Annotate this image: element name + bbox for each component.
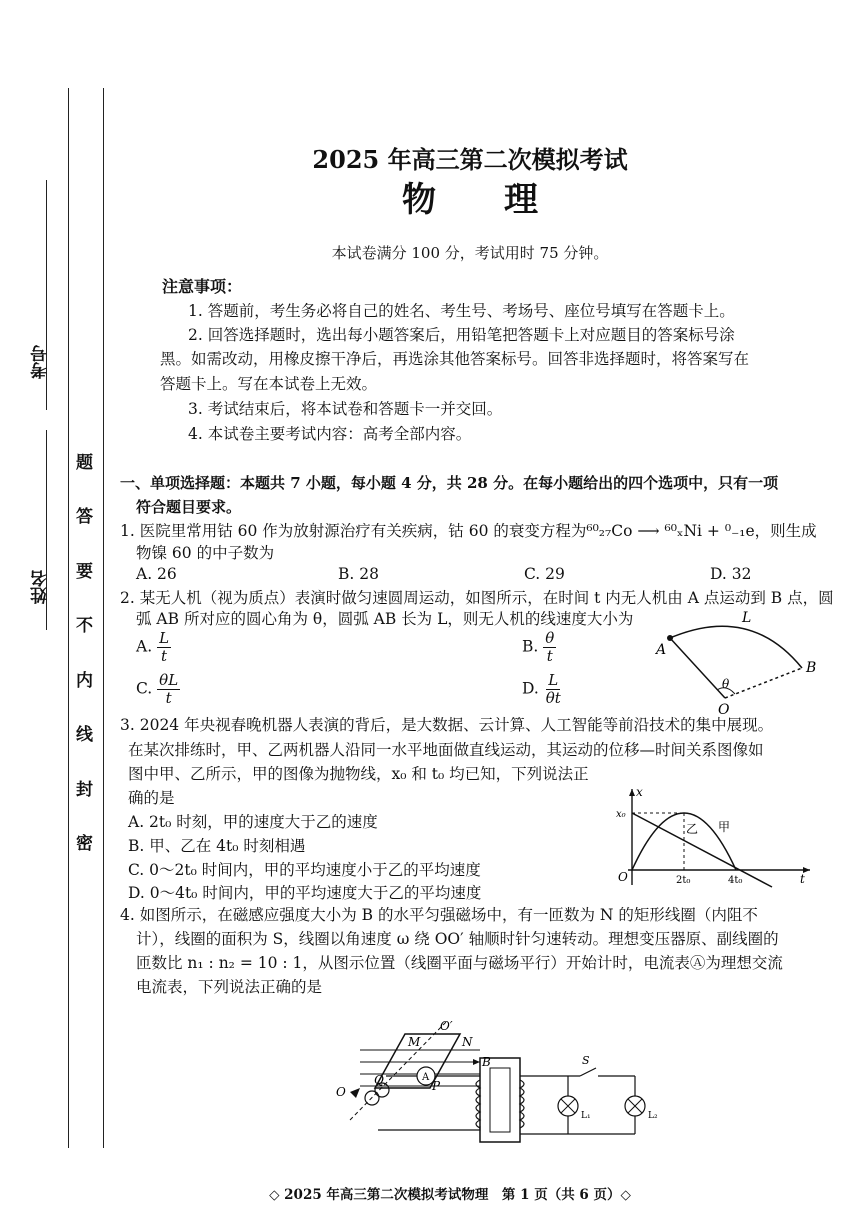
q2-option-a-label: A. [136,637,153,656]
q3-label-yi: 乙 [686,822,699,836]
q2-label-l: L [742,610,752,626]
q3-stem-3: 图中甲、乙所示，甲的图像为抛物线，x₀ 和 t₀ 均已知，下列说法正 [128,765,589,783]
q4-label-n: N [462,1035,473,1049]
q2-option-c-label: C. [136,679,153,698]
binding-line-right [103,88,104,1148]
subject-title: 物 理 [402,180,538,220]
q4-secondary-coil [520,1080,524,1128]
q4-label-m: M [408,1035,421,1049]
q2-option-c-den: t [165,689,172,707]
q3-label-x: x [636,785,643,799]
q4-label-l1: L₁ [581,1111,591,1121]
q3-label-jia: 甲 [718,820,731,834]
notes-line-4: 答题卡上。写在本试卷上无效。 [160,375,378,393]
q4-rotation-arrow [350,1088,360,1098]
side-label-xingming: 姓名 [31,570,51,604]
notes-line-2: 2. 回答选择题时，选出每小题答案后，用铅笔把答题卡上对应题目的答案标号涂 [188,326,735,344]
q2-option-c-fraction [157,672,180,707]
q3-stem-2: 在某次排练时，甲、乙两机器人沿同一水平地面做直线运动，其运动的位移—时间关系图像如 [128,741,764,759]
q2-option-a-fraction [157,630,171,665]
q1-option-d: D. 32 [710,565,752,583]
q4-generator-circuit [330,1010,680,1150]
seal-char-5: 内 [76,671,93,691]
q2-option-d-fraction [544,672,563,707]
q4-label-s: S [582,1054,590,1067]
q2-option-a [136,630,171,665]
q3-stem-1: 3. 2024 年央视春晚机器人表演的背后，是大数据、云计算、人工智能等前沿技术的集中展现。 [120,716,774,734]
q3-label-2t0: 2t₀ [676,875,691,886]
q2-option-b-den: t [546,647,553,665]
q2-stem-cont: 弧 AB 所对应的圆心角为 θ，圆弧 AB 长为 L，则无人机的线速度大小为 [136,610,634,628]
q3-label-4t0: 4t₀ [728,875,743,886]
notes-line-3: 黑。如需改动，用橡皮擦干净后，再选涂其他答案标号。回答非选择题时，将答案写在 [160,350,750,368]
q2-option-b [522,630,556,665]
q4-stem-1: 4. 如图所示，在磁感应强度大小为 B 的水平匀强磁场中，有一匝数为 N 的矩形线圈（内阻不 [120,906,758,924]
binding-line-left [68,88,69,1148]
notes-line-5: 3. 考试结束后，将本试卷和答题卡一并交回。 [188,400,503,418]
q2-option-c-num: θL [159,671,179,689]
section1-heading-cont: 符合题目要求。 [136,498,242,516]
q2-option-d [522,672,563,707]
q2-stem: 2. 某无人机（视为质点）表演时做匀速圆周运动，如图所示，在时间 t 内无人机由 A 点运动到 B 点，圆 [120,589,834,607]
q4-label-q: Q [374,1073,384,1087]
q4-primary-coil [470,1076,480,1130]
q3-option-a: A. 2t₀ 时刻，甲的速度大于乙的速度 [128,813,378,831]
q3-stem-4: 确的是 [128,789,175,807]
q4-label-ammeter: A [422,1072,430,1083]
q2-radius-ob [725,668,802,698]
q2-option-b-label: B. [522,637,539,656]
q2-label-o: O [718,702,730,718]
seal-char-4: 不 [76,616,93,636]
q2-option-b-num: θ [545,629,555,647]
q2-option-c [136,672,180,707]
q2-label-a: A [656,642,667,658]
q1-stem-cont: 物镍 60 的中子数为 [136,544,275,562]
notes-heading: 注意事项： [162,277,243,296]
q3-option-b: B. 甲、乙在 4t₀ 时刻相遇 [128,837,306,855]
q3-label-x0: x₀ [616,809,626,820]
q4-field-arrow-b [473,1059,480,1065]
q3-yi-line [632,813,772,887]
exam-title: 2025 年高三第二次模拟考试 [312,145,628,174]
q2-option-d-den: θt [545,689,561,707]
q2-option-b-fraction [543,630,556,665]
q4-label-b: B [482,1055,491,1069]
q4-stem-4: 电流表，下列说法正确的是 [136,978,323,996]
seal-char-6: 线 [76,725,93,745]
q2-drone-point [667,635,673,641]
q3-option-c: C. 0～2t₀ 时间内，甲的平均速度小于乙的平均速度 [128,861,481,879]
q2-option-a-den: t [161,647,168,665]
q3-x-axis-arrow [629,789,635,796]
q4-label-l2: L₂ [648,1111,658,1121]
notes-line-1: 1. 答题前，考生务必将自己的姓名、考生号、考场号、座位号填写在答题卡上。 [188,302,735,320]
q4-transformer-core [480,1058,520,1142]
seal-char-8: 密 [76,834,93,854]
q1-option-a: A. 26 [136,565,177,583]
q4-transformer-core-inner [490,1068,510,1132]
q4-label-o: O [336,1085,346,1099]
q2-label-theta: θ [722,677,730,691]
q4-switch-s [580,1068,596,1076]
q4-stem-2: 计），线圈的面积为 S，线圈以角速度 ω 绕 OO′ 轴顺时针匀速转动。理想变压器原、副线圈的 [136,930,779,948]
seal-char-7: 封 [76,780,93,800]
q2-option-a-num: L [159,629,170,647]
exam-info: 本试卷满分 100 分，考试用时 75 分钟。 [331,244,609,262]
q2-label-b: B [806,660,817,676]
notes-line-6: 4. 本试卷主要考试内容：高考全部内容。 [188,425,472,443]
seal-char-1: 题 [76,453,93,473]
q2-option-d-num: L [548,671,559,689]
q3-xt-graph [612,785,812,890]
q4-label-o1: O′ [440,1019,453,1033]
q1-option-b: B. 28 [338,565,379,583]
q3-option-d: D. 0～4t₀ 时间内，甲的平均速度大于乙的平均速度 [128,884,482,902]
seal-char-3: 要 [76,562,93,582]
q4-stem-3: 匝数比 n₁ : n₂ = 10 : 1，从图示位置（线圈平面与磁场平行）开始计时，电流表Ⓐ为理想交流 [136,954,783,972]
q1-stem: 1. 医院里常用钴 60 作为放射源治疗有关疾病，钴 60 的衰变方程为⁶⁰₂₇Co ⟶ ⁶⁰ₓNi + ⁰₋₁e，则生成 [120,522,817,540]
page-footer: ◇ 2025 年高三第二次模拟考试物理 第 1 页（共 6 页）◇ [269,1187,631,1203]
seal-char-2: 答 [76,507,93,527]
q2-radius-oa [670,638,725,698]
q2-arc-figure [650,610,830,720]
side-label-kaohao: 考号 [31,345,51,379]
q2-option-d-label: D. [522,679,539,698]
q1-option-c: C. 29 [524,565,565,583]
q3-label-o: O [618,870,628,884]
q4-label-p: P [432,1079,441,1093]
q3-label-t: t [800,872,805,886]
section1-heading: 一、单项选择题：本题共 7 小题，每小题 4 分，共 28 分。在每小题给出的四个选项中，只有一项 [120,474,779,492]
q2-arc [670,626,802,668]
